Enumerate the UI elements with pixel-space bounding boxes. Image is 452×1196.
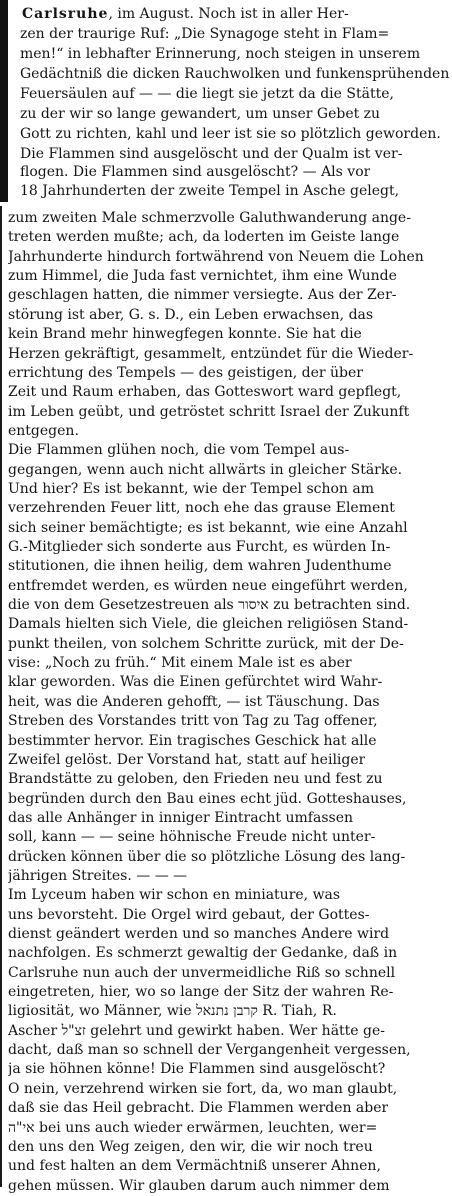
- body-line: uns bevorsteht. Die Orgel wird gebaut, der Gottes-: [8, 906, 370, 923]
- body-line: Carlsruhe nun auch der unvermeidliche Riß so schnell: [8, 964, 396, 981]
- body-line: das alle Anhänger in inniger Eintracht umfassen: [8, 809, 354, 826]
- dateline-place: Carlsruhe: [22, 6, 109, 22]
- body-line: nachfolgen. Es schmerzt gewaltig der Gedanke, daß in: [8, 945, 398, 962]
- dateline-line: [22, 4, 349, 24]
- body-line: Damals hielten sich Viele, die gleichen religiösen Stand-: [8, 616, 409, 633]
- body-line: den uns den Weg zeigen, den wir, die wir noch treu: [8, 1138, 373, 1155]
- body-line: geschlagen hatten, die nimmer versiegte. Aus der Zer-: [8, 287, 397, 304]
- body-line: Zweifel gelöst. Der Vorstand hat, statt auf heiliger: [8, 751, 366, 768]
- body-line: Herzen gekräftigt, gesammelt, entzündet für die Wieder-: [8, 345, 414, 362]
- body-line: Die Flammen glühen noch, die vom Tempel aus-: [8, 442, 350, 459]
- body-line: vise: „Noch zu früh.“ Mit einem Male ist es aber: [8, 655, 352, 672]
- body-line: gegangen, wenn auch nicht allwärts in gleicher Stärke.: [8, 461, 403, 478]
- body-line: zum Himmel, die Juda fast vernichtet, ihm eine Wunde: [8, 268, 397, 285]
- body-line: Jahrhunderte hindurch fortwährend von Neuem die Lohen: [8, 248, 424, 265]
- top-line: , im August. Noch ist in aller Her-: [108, 6, 349, 22]
- body-line: kein Brand mehr hinwegfegen konnte. Sie hat die: [8, 326, 362, 343]
- top-line: Gedächtniß die dicken Rauchwolken und funkensprühenden: [20, 66, 450, 82]
- body-line: ja sie höhnen könne! Die Flammen sind ausgelöscht?: [8, 1061, 386, 1078]
- body-line: errichtung des Tempels — des geistigen, der über: [8, 364, 363, 381]
- body-line: Ascher זצ"ל gelehrt und gewirkt haben. Wer hätte ge-: [8, 1022, 386, 1039]
- body-line: drücken können über die so plötzliche Lösung des lang-: [8, 848, 406, 865]
- top-line: Die Flammen sind ausgelöscht und der Qualm ist ver-: [20, 146, 403, 162]
- body-line: verzehrenden Feuer litt, noch ehe das grause Element: [8, 500, 395, 517]
- body-line: punkt theilen, von solchem Schritte zurück, mit der De-: [8, 635, 404, 652]
- body-line: dienst geändert werden und so manches Andere wird: [8, 926, 390, 942]
- body-line: bestimmter hervor. Ein tragisches Geschick hat alle: [8, 732, 377, 749]
- top-line: zen der traurige Ruf: „Die Synagoge steht in Flam=: [20, 26, 390, 42]
- body-line: dacht, daß man so schnell der Vergangenheit vergessen,: [8, 1042, 411, 1059]
- body-line: begründen durch den Bau eines echt jüd. Gotteshauses,: [8, 790, 407, 807]
- body-line: gehen müssen. Wir glauben darum auch nimmer dem: [8, 1177, 390, 1194]
- body-line: ligiosität, wo Männer, wie קרבן נתנאל R. Tiah, R.: [8, 1003, 337, 1020]
- body-line: entgegen.: [8, 422, 79, 439]
- body-line: treten werden mußte; ach, da loderten im Geiste lange: [8, 229, 400, 246]
- body-line: klar geworden. Was die Einen gefürchtet wird Wahr-: [8, 674, 383, 691]
- body-line: im Leben geübt, und getröstet schritt Israel der Zukunft: [8, 403, 410, 420]
- body-line: אי"ה bei uns auch wieder erwärmen, leuchten, wer=: [8, 1119, 378, 1136]
- body-line: und fest halten an dem Vermächtniß unserer Ahnen,: [8, 1158, 381, 1175]
- top-line: Feuersäulen auf — — die liegt sie jetzt da die Stätte,: [20, 86, 394, 102]
- body-line: Und hier? Es ist bekannt, wie der Tempel schon am: [8, 480, 375, 497]
- top-line: flogen. Die Flammen sind ausgelöscht? — Als vor: [20, 164, 371, 180]
- body-line: eingetreten, hier, wo so lange der Sitz der wahren Re-: [8, 984, 394, 1000]
- body-line: sich seiner bemächtigte; es ist bekannt, wie eine Anzahl: [8, 519, 408, 536]
- top-line: zu der wir so lange gewandert, um unser Gebet zu: [20, 106, 381, 122]
- body-line: G.-Mitglieder sich sonderte aus Furcht, es würden In-: [8, 539, 391, 555]
- body-line: Brandstätte zu geloben, den Frieden neu und fest zu: [8, 771, 383, 788]
- article-body-block: [0, 206, 452, 1194]
- body-line: entfremdet werden, es würden neue eingeführt werden,: [8, 577, 408, 594]
- top-line: men!“ in lebhafter Erinnerung, noch steigen in unserem: [20, 46, 421, 62]
- body-line: heit, was die Anderen gehofft, — ist Täuschung. Das: [8, 693, 380, 710]
- body-line: O nein, verzehrend wirken sie fort, da, wo man glaubt,: [8, 1080, 398, 1097]
- body-line: Zeit und Raum erhaben, das Gotteswort ward gepflegt,: [8, 384, 402, 401]
- body-line: die von dem Gesetzestreuen als איסור zu betrachten sind.: [8, 597, 411, 613]
- top-line: 18 Jahrhunderten der zweite Tempel in Asche gelegt,: [20, 183, 400, 199]
- top-line: Gott zu richten, kahl und leer ist sie so plötzlich geworden.: [20, 126, 441, 142]
- body-line: soll, kann — — seine höhnische Freude nicht unter-: [8, 829, 376, 846]
- body-line: daß sie das Heil gebracht. Die Flammen werden aber: [8, 1100, 389, 1117]
- body-line: Im Lyceum haben wir schon en miniature, was: [8, 887, 341, 904]
- body-line: Streben des Vorstandes tritt von Tag zu Tag offener,: [8, 713, 378, 730]
- body-line: stitutionen, die ihnen heilig, dem wahren Judenthume: [8, 558, 392, 575]
- body-line: zum zweiten Male schmerzvolle Galuthwanderung ange-: [8, 210, 411, 226]
- article-top-block: [0, 0, 452, 202]
- body-line: jährigen Streites. — — —: [8, 867, 188, 884]
- body-line: störung ist aber, G. s. D., ein Leben erwachsen, das: [8, 306, 374, 323]
